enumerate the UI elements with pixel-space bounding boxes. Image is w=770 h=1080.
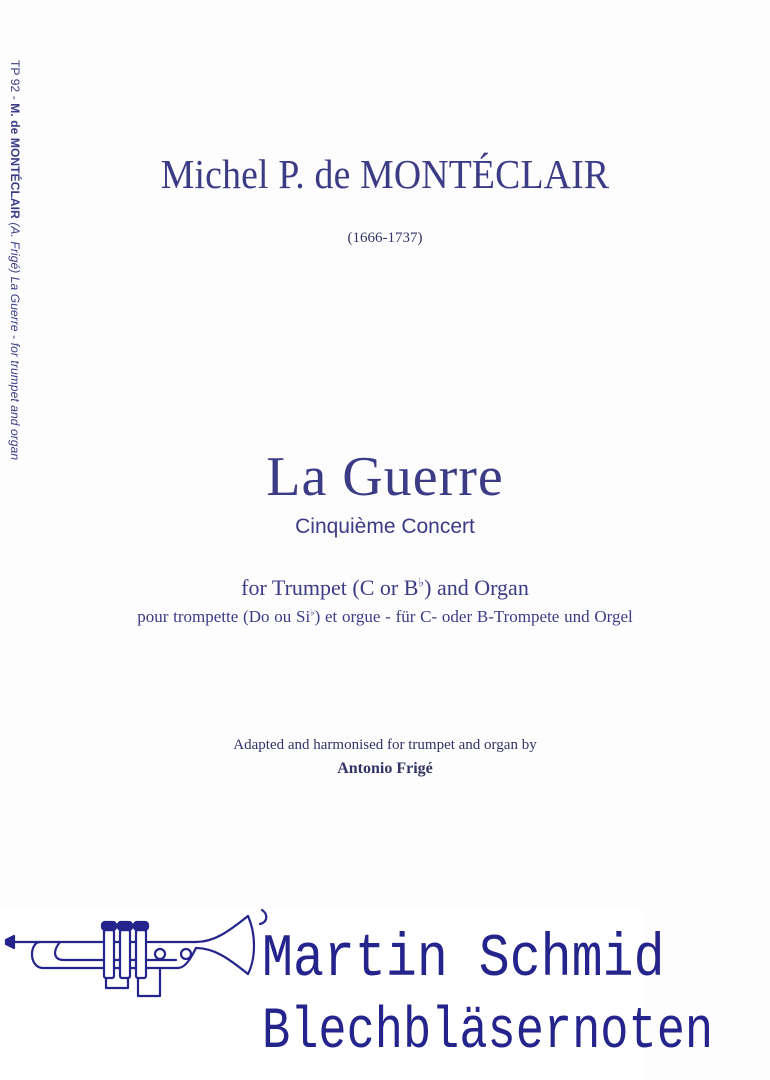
for-line-suffix: ) and Organ (424, 575, 529, 600)
publisher-logo (0, 908, 714, 1080)
spine-composer: M. de MONTÉCLAIR (8, 103, 22, 219)
for-line-prefix: for Trumpet (C or B (241, 575, 419, 600)
publisher-tagline: Blechbläsernoten (262, 1000, 714, 1065)
work-subtitle: Cinquième Concert (295, 515, 475, 538)
pour-line-prefix: pour trompette (Do ou Si (137, 607, 311, 626)
spine-catalog: TP 92 (8, 60, 22, 93)
composer-dates: (1666-1737) (347, 230, 423, 246)
spine-label (4, 60, 24, 480)
spine-instrumentation: for trumpet and organ (8, 342, 22, 461)
work-title: La Guerre (266, 446, 504, 508)
adapted-by-text: Adapted and harmonised for trumpet and organ by (233, 737, 537, 753)
publisher-name: Martin Schmid (262, 926, 665, 994)
trumpet-icon (0, 908, 270, 1008)
instrumentation-english (0, 575, 770, 601)
spine-text: TP 92 - M. de MONTÉCLAIR (A. Frigé) La Guerre - for trumpet and organ (8, 60, 22, 461)
instrumentation-french-german (0, 607, 770, 627)
flat-icon: ♭ (418, 575, 425, 590)
arranger-name: Antonio Frigé (337, 760, 433, 777)
spine-arranger: (A. Frigé) (8, 222, 22, 274)
composer-name: Michel P. de MONTÉCLAIR (160, 151, 610, 197)
pour-line-suffix: ) et orgue - für C- oder B-Trompete und Orgel (314, 607, 633, 626)
spine-title: La Guerre (8, 276, 22, 332)
flat-icon: ♭ (310, 608, 315, 619)
